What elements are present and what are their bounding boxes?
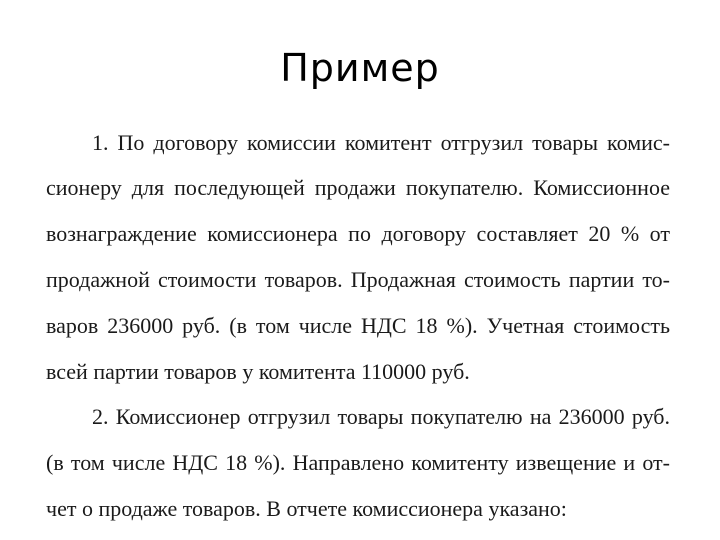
document-line: всей партии товаров у комитента 110000 руб. [46, 359, 470, 384]
slide-title: Пример [280, 46, 440, 90]
document-line: продажной стоимости товаров. Продажная стоимость партии то- [46, 267, 670, 292]
document-line: сионеру для последующей продажи покупателю. Комиссионное [46, 175, 670, 200]
document-line: варов 236000 руб. (в том числе НДС 18 %). Учетная стоимость [46, 313, 670, 338]
document-line: (в том числе НДС 18 %). Направлено комитенту извещение и от- [46, 450, 670, 475]
document-text-image [46, 128, 686, 521]
document-line: чет о продаже товаров. В отчете комиссионера указано: [46, 496, 567, 521]
document-line: вознаграждение комиссионера по договору составляет 20 % от [46, 221, 670, 246]
document-line: 2. Комиссионер отгрузил товары покупателю на 236000 руб. [92, 404, 670, 429]
document-line: 1. По договору комиссии комитент отгрузил товары комис- [92, 130, 670, 155]
